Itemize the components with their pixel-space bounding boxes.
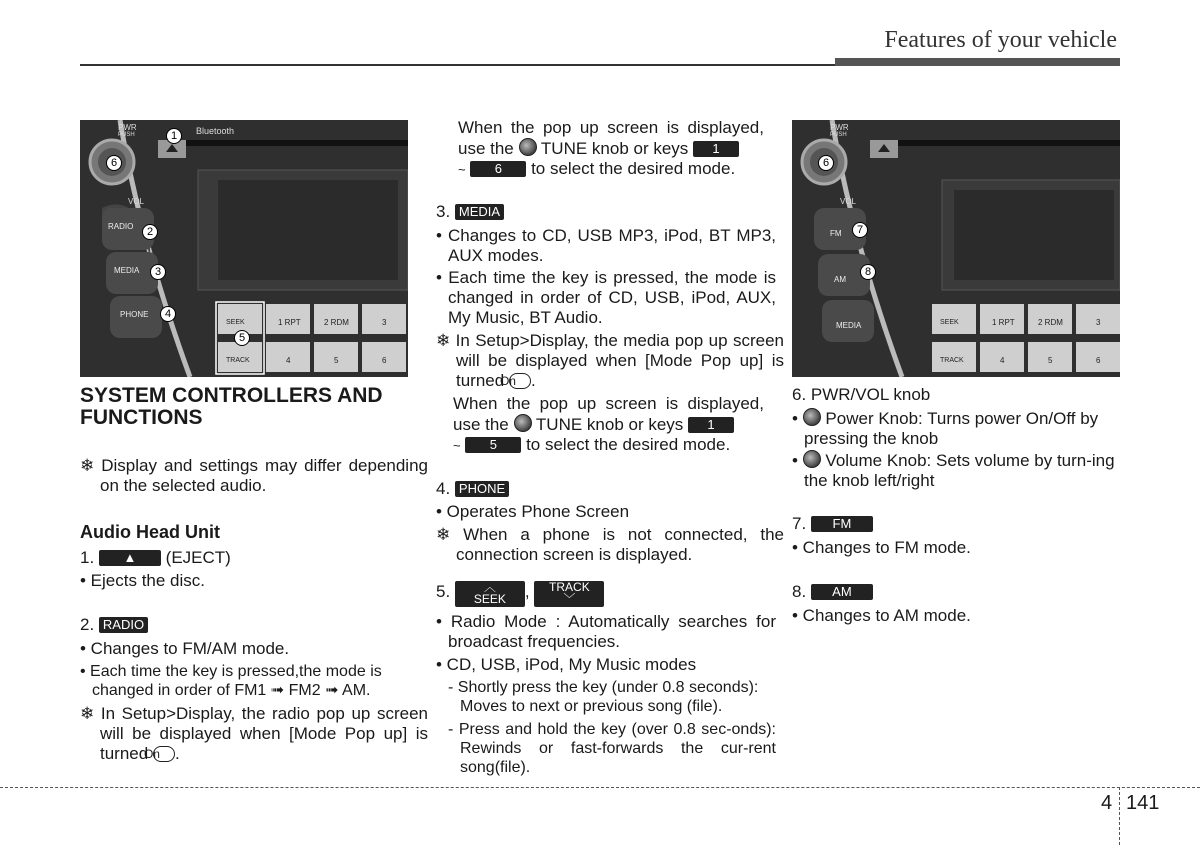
item-3-bullet-2: • Each time the key is pressed, the mode is changed in order of CD, USB, iPod, AUX, My Music, BT Audio. <box>436 268 776 327</box>
item-6-bullet-2-text: Volume Knob: Sets volume by turn-ing the knob left/right <box>804 451 1115 490</box>
media-button-label: MEDIA <box>114 266 140 275</box>
item-6-heading: 6. PWR/VOL knob <box>792 385 931 404</box>
track-button-label: TRACK <box>226 357 250 364</box>
callout-4: 4 <box>160 306 176 322</box>
phone-button-label: PHONE <box>120 310 149 319</box>
preset-6-label-2: 6 <box>1096 356 1101 365</box>
volume-knob-icon <box>803 450 821 468</box>
seek-key <box>455 581 525 607</box>
push-label-2: PUSH <box>830 132 847 138</box>
bluetooth-label: Bluetooth <box>196 126 235 136</box>
item-3-note-text: ❄ In Setup>Display, the media pop up screen will be displayed when [Mode Pop up] is turned <box>436 331 784 390</box>
bullet-1: • <box>792 409 798 428</box>
preset-key-5: 5 <box>465 437 521 453</box>
media-popup-on-toggle: On <box>509 373 531 389</box>
callout-6: 6 <box>106 155 122 171</box>
vol-label: VOL <box>128 197 145 206</box>
preset-2-label: 2 RDM <box>324 318 349 327</box>
seek-button-label-2: SEEK <box>940 319 959 326</box>
item-5-detail-2: - Press and hold the key (over 0.8 sec-onds): Rewinds or fast-forwards the cur-rent song(file). <box>448 721 776 776</box>
item-4-bullet-1: • Operates Phone Screen <box>436 502 630 521</box>
item-6-bullet-2 <box>792 450 1132 491</box>
bullet-2: • <box>792 451 798 470</box>
push-label: PUSH <box>118 132 135 138</box>
item-5-detail-1: - Shortly press the key (under 0.8 seconds): Moves to next or previous song (file). <box>448 679 759 715</box>
item-5-bullet-1: • Radio Mode : Automatically searches for broadcast frequencies. <box>436 612 776 651</box>
page-header-title: Features of your vehicle <box>884 27 1117 53</box>
tune-knob-icon <box>519 138 537 156</box>
item-6-bullet-1-text: Power Knob: Turns power On/Off by pressing the knob <box>804 409 1099 448</box>
callout-8: 8 <box>860 264 876 280</box>
callout-1: 1 <box>166 128 182 144</box>
item-3-number: 3. <box>436 202 451 221</box>
item-4-number: 4. <box>436 479 451 498</box>
callout-5: 5 <box>234 330 250 346</box>
item-5-number: 5. <box>436 582 451 601</box>
item-4-line <box>436 479 509 499</box>
item-2-line <box>80 615 148 635</box>
item-8-number: 8. <box>792 582 807 601</box>
power-knob-icon <box>803 408 821 426</box>
item-3-bullet-1: • Changes to CD, USB MP3, iPod, BT MP3, AUX modes. <box>436 226 776 265</box>
preset-1-label: 1 RPT <box>278 318 301 327</box>
preset-1-label-2: 1 RPT <box>992 318 1015 327</box>
item-1-text: (EJECT) <box>165 548 231 567</box>
item-8-line <box>792 582 873 602</box>
vol-label-2: VOL <box>840 197 857 206</box>
mode-popup-on-toggle: On <box>153 746 175 762</box>
item-6-bullet-1 <box>792 408 1132 449</box>
radio-key: RADIO <box>99 617 148 633</box>
eject-key: ▲ <box>99 550 161 566</box>
popup-1-text-c: to select the desired mode. <box>531 159 736 178</box>
item-8-bullet: • Changes to AM mode. <box>792 606 971 625</box>
item-5-line <box>436 581 604 607</box>
item-2-note-end: . <box>174 744 180 763</box>
item-3-note-end: . <box>530 371 536 390</box>
section-heading: SYSTEM CONTROLLERS AND FUNCTIONS <box>80 384 383 429</box>
item-5-comma: , <box>524 582 530 601</box>
popup-2-text-a: When the pop up screen is displayed, use the <box>453 394 764 434</box>
item-4-note: ❄ When a phone is not connected, the connection screen is displayed. <box>436 525 784 564</box>
phone-key: PHONE <box>455 481 509 497</box>
footer-divider <box>1119 787 1120 845</box>
seek-up-chevron-icon: ︿ <box>483 580 496 594</box>
item-5-bullet-2: • CD, USB, iPod, My Music modes <box>436 655 697 674</box>
pwr-label-2: PWR <box>830 123 849 132</box>
preset-3-label: 3 <box>382 318 387 327</box>
radio-button-label: RADIO <box>108 222 134 231</box>
preset-3-label-2: 3 <box>1096 318 1101 327</box>
popup-instruction-1 <box>458 118 764 180</box>
tilde: ~ <box>458 162 466 177</box>
footer-rule <box>0 787 1200 788</box>
header-bar <box>835 58 1120 66</box>
preset-key-6: 6 <box>470 161 526 177</box>
preset-4-label: 4 <box>286 356 291 365</box>
seek-key-label: SEEK <box>473 592 506 606</box>
callout-3: 3 <box>150 264 166 280</box>
item-1-line <box>80 548 408 568</box>
chapter-number: 4 <box>1101 792 1113 814</box>
item-2-number: 2. <box>80 615 95 634</box>
item-7-line <box>792 514 873 534</box>
preset-4-label-2: 4 <box>1000 356 1005 365</box>
preset-5-label: 5 <box>334 356 339 365</box>
seek-button-label: SEEK <box>226 319 245 326</box>
tune-knob-icon-2 <box>514 414 532 432</box>
fm-key: FM <box>811 516 873 532</box>
preset-5-label-2: 5 <box>1048 356 1053 365</box>
am-button-label: AM <box>834 275 846 284</box>
track-key-label: TRACK <box>549 580 590 594</box>
item-2-note <box>80 704 428 764</box>
tilde-2: ~ <box>453 438 461 453</box>
item-1-number: 1. <box>80 548 95 567</box>
item-7-bullet: • Changes to FM mode. <box>792 538 971 557</box>
item-2-note-text: ❄ In Setup>Display, the radio pop up screen will be displayed when [Mode Pop up] is turned <box>80 704 428 763</box>
media-key: MEDIA <box>455 204 504 220</box>
popup-2-text-c: to select the desired mode. <box>526 435 731 454</box>
display-note: ❄ Display and settings may differ depending on the selected audio. <box>80 456 428 495</box>
audio-head-unit-variant-photo <box>792 120 1120 377</box>
item-2-bullet-1: • Changes to FM/AM mode. <box>80 639 290 658</box>
page-number: 141 <box>1126 792 1160 814</box>
item-1-bullet: • Ejects the disc. <box>80 571 206 590</box>
track-button-label-2: TRACK <box>940 357 964 364</box>
popup-2-text-b: TUNE knob or keys <box>535 415 684 434</box>
preset-key-1: 1 <box>693 141 739 157</box>
callout-2: 2 <box>142 224 158 240</box>
preset-6-label: 6 <box>382 356 387 365</box>
media-button-label-2: MEDIA <box>836 321 862 330</box>
callout-7: 7 <box>852 222 868 238</box>
pwr-label: PWR <box>118 123 137 132</box>
popup-1-text-b: TUNE knob or keys <box>540 139 689 158</box>
fm-button-label: FM <box>830 229 842 238</box>
track-down-chevron-icon: ﹀ <box>563 592 576 606</box>
am-key: AM <box>811 584 873 600</box>
header-rule <box>80 64 835 66</box>
popup-instruction-2 <box>453 394 764 456</box>
audio-head-unit-variant-illustration <box>792 120 1120 377</box>
item-7-number: 7. <box>792 514 807 533</box>
preset-2-label-2: 2 RDM <box>1038 318 1063 327</box>
audio-head-unit-heading: Audio Head Unit <box>80 522 220 542</box>
track-key <box>534 581 604 607</box>
item-3-note <box>436 331 784 391</box>
callout-6-b: 6 <box>818 155 834 171</box>
item-3-line <box>436 202 504 222</box>
audio-head-unit-photo <box>80 120 408 377</box>
popup-1-text-a: When the pop up screen is displayed, use the <box>458 118 764 158</box>
item-2-bullet-2: • Each time the key is pressed,the mode is changed in order of FM1 ➟ FM2 ➟ AM. <box>80 663 382 699</box>
preset-key-1-b: 1 <box>688 417 734 433</box>
